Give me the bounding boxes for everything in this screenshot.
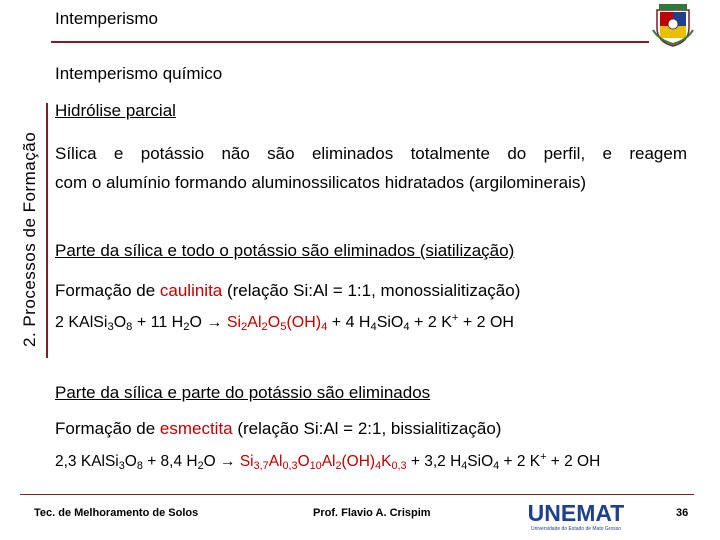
side-section-label: 2. Processos de Formação (20, 131, 39, 347)
case1-mineral: caulinita (159, 281, 223, 300)
case2-heading: Parte da sílica e parte do potássio são eliminados (55, 383, 431, 402)
title-divider (51, 41, 649, 43)
kaolinite-equation: 2 $KAlSi_3O_8 + 11$ $H_2O \to Si_2Al_2O_5(OH)_4 + 4$ $H_4SiO_4 + 2$ K+ + 2 OH (55, 312, 514, 333)
unemat-logo (528, 497, 624, 537)
section-heading: Intemperismo químico (55, 64, 223, 83)
intro-line-1: Sílica e potássio não são eliminados totalmente do perfil, e reagem (55, 144, 687, 163)
case2-formation-prefix: Formação de (55, 419, 160, 438)
case2-formation (55, 419, 501, 439)
case1-formation-suffix: (relação Si:Al = 1:1, monossialitização) (222, 281, 521, 300)
subsection-heading: Hidrólise parcial (55, 101, 176, 120)
footer-divider (20, 494, 694, 495)
page-number: 36 (676, 507, 689, 519)
footer-professor: Prof. Flavio A. Crispim (313, 507, 431, 519)
case1-formation-prefix: Formação de (55, 281, 160, 300)
side-divider (46, 103, 48, 358)
smectite-equation: 2,3 $KAlSi_3O_8 + 8,4$ $H_2O \to Si_{3,7}Al_{0,3}O_{10}Al_2(OH)_4K_{0,3} + 3,2$ $H_4SiO_4 + 2$ K+ + 2 OH (55, 451, 601, 472)
intro-line-2: com o alumínio formando aluminossilicatos hidratados (argilominerais) (55, 173, 587, 192)
university-crest-logo (651, 0, 695, 48)
footer-course: Tec. de Melhoramento de Solos (34, 507, 199, 519)
case1-formation (55, 281, 520, 301)
unemat-logo-subtext: Universidade do Estado de Mato Grosso (530, 526, 622, 532)
unemat-logo-text: UNEMAT (528, 500, 624, 526)
case2-formation-suffix: (relação Si:Al = 2:1, bissialitização) (232, 419, 502, 438)
case1-heading: Parte da sílica e todo o potássio são eliminados (siatilização) (55, 241, 515, 260)
slide-title: Intemperismo (55, 9, 158, 28)
case2-mineral: esmectita (159, 419, 233, 438)
